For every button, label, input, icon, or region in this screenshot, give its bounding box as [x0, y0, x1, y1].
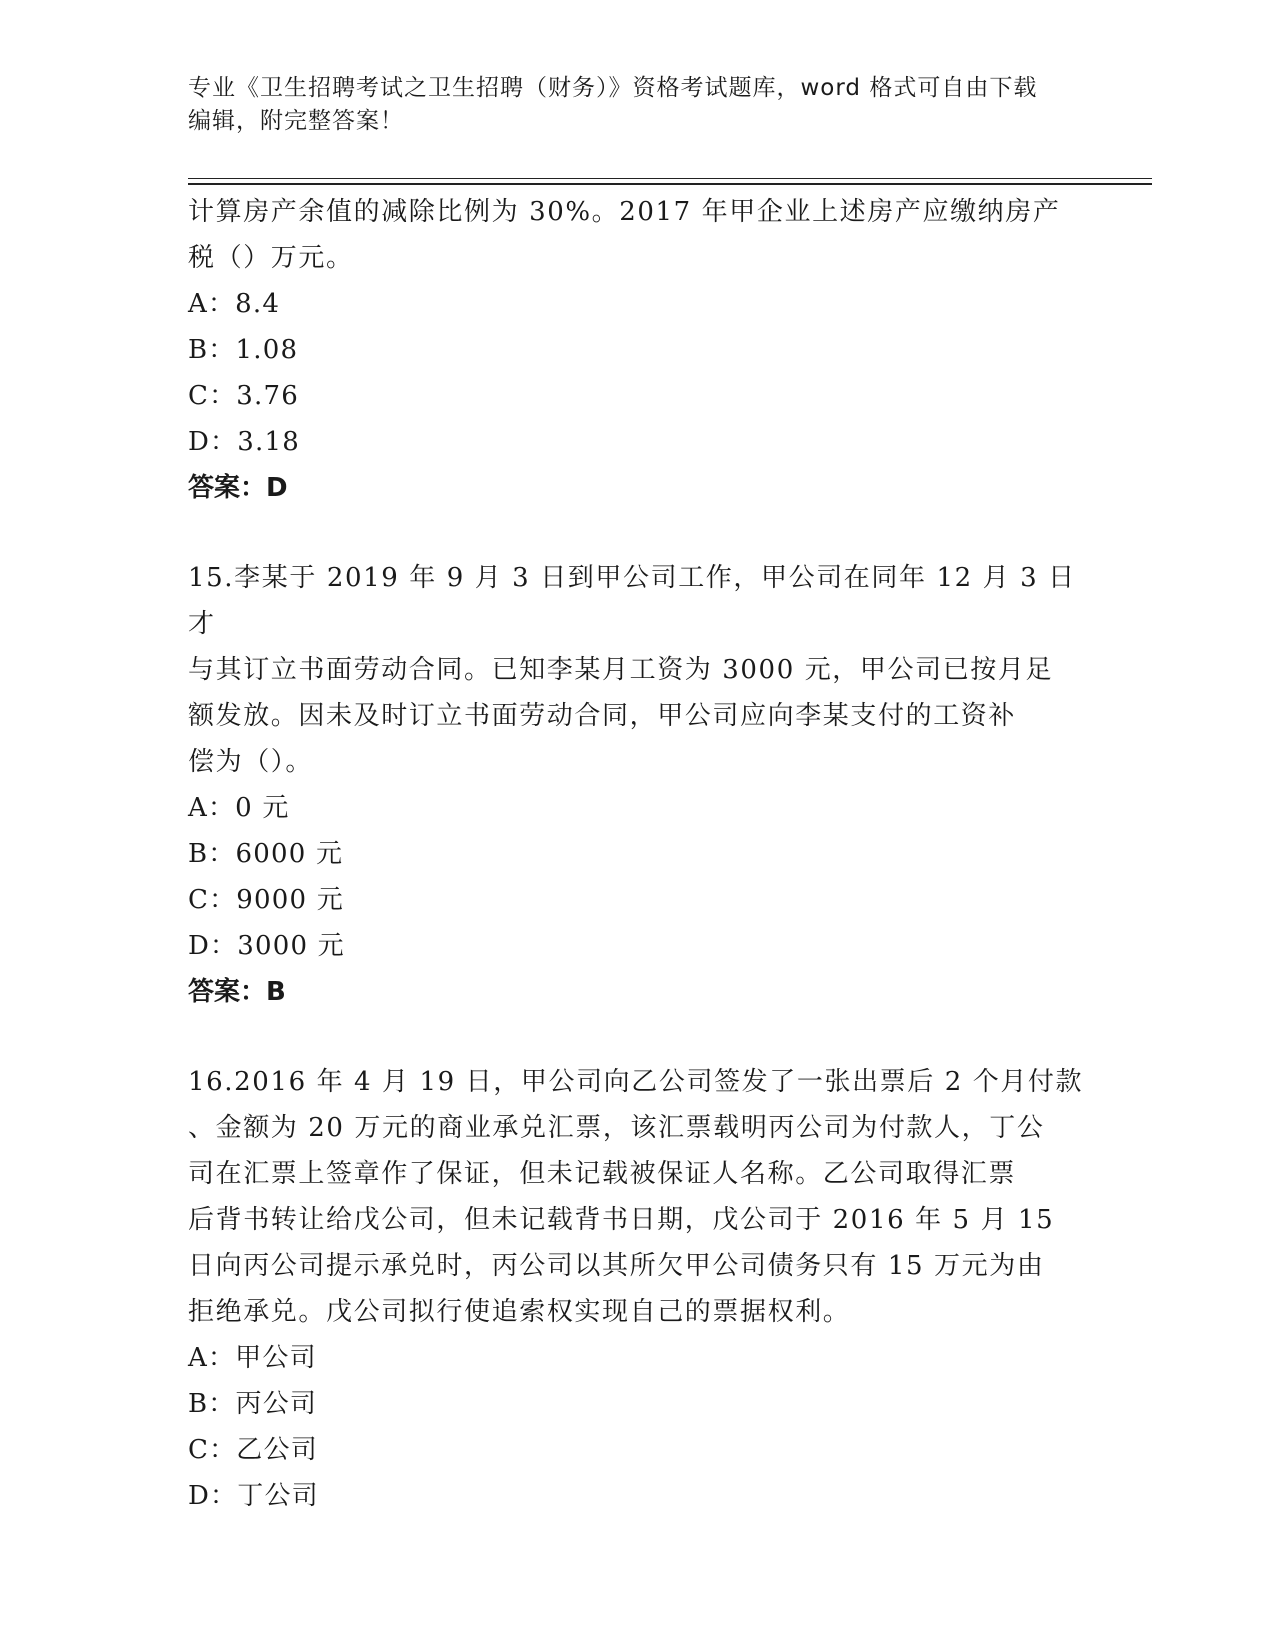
header-line-2: 编辑，附完整答案！ — [188, 108, 404, 134]
option-d: D：丁公司 — [188, 1481, 319, 1511]
question-text-line: 15.李某于 2019 年 9 月 3 日到甲公司工作，甲公司在同年 12 月 3 日才 — [188, 563, 1076, 639]
answer-line: 答案：D — [188, 473, 288, 503]
question-text-line: 日向丙公司提示承兑时，丙公司以其所欠甲公司债务只有 15 万元为由 — [188, 1251, 1045, 1281]
option-c: C：乙公司 — [188, 1435, 318, 1465]
question-text-line: 与其订立书面劳动合同。已知李某月工资为 3000 元，甲公司已按月足 — [188, 655, 1054, 685]
option-b: B：丙公司 — [188, 1389, 318, 1419]
question-text-line: 后背书转让给戊公司，但未记载背书日期，戊公司于 2016 年 5 月 15 — [188, 1205, 1055, 1235]
spacer — [188, 1015, 1088, 1059]
question-text-line: 拒绝承兑。戊公司拟行使追索权实现自己的票据权利。 — [188, 1297, 851, 1327]
option-c: C：9000 元 — [188, 885, 344, 915]
option-a: A：甲公司 — [188, 1343, 317, 1373]
question-text-line: 税（）万元。 — [188, 243, 354, 273]
question-text-line: 、金额为 20 万元的商业承兑汇票，该汇票载明丙公司为付款人，丁公 — [188, 1113, 1045, 1143]
option-a: A：8.4 — [188, 289, 281, 319]
option-d: D：3000 元 — [188, 931, 345, 961]
question-block-16 — [188, 1059, 1088, 1519]
question-text-line: 偿为（）。 — [188, 747, 314, 777]
header-rule-thin — [188, 178, 1152, 179]
option-c: C：3.76 — [188, 381, 299, 411]
question-text-line: 计算房产余值的减除比例为 30%。2017 年甲企业上述房产应缴纳房产 — [188, 197, 1061, 227]
header-line-1: 专业《卫生招聘考试之卫生招聘（财务）》资格考试题库，word 格式可自由下载 — [188, 75, 1038, 101]
option-a: A：0 元 — [188, 793, 290, 823]
question-content — [188, 189, 1088, 1519]
question-text-line: 司在汇票上签章作了保证，但未记载被保证人名称。乙公司取得汇票 — [188, 1159, 1017, 1189]
option-d: D：3.18 — [188, 427, 300, 457]
question-text-line: 额发放。因未及时订立书面劳动合同，甲公司应向李某支付的工资补 — [188, 701, 1017, 731]
option-b: B：6000 元 — [188, 839, 344, 869]
question-block-1 — [188, 189, 1088, 511]
question-block-15 — [188, 555, 1088, 1015]
answer-line: 答案：B — [188, 977, 286, 1007]
spacer — [188, 511, 1088, 555]
header-rule-thick — [188, 183, 1152, 185]
question-text-line: 16.2016 年 4 月 19 日，甲公司向乙公司签发了一张出票后 2 个月付款 — [188, 1067, 1084, 1097]
option-b: B：1.08 — [188, 335, 299, 365]
document-header — [188, 72, 1068, 138]
